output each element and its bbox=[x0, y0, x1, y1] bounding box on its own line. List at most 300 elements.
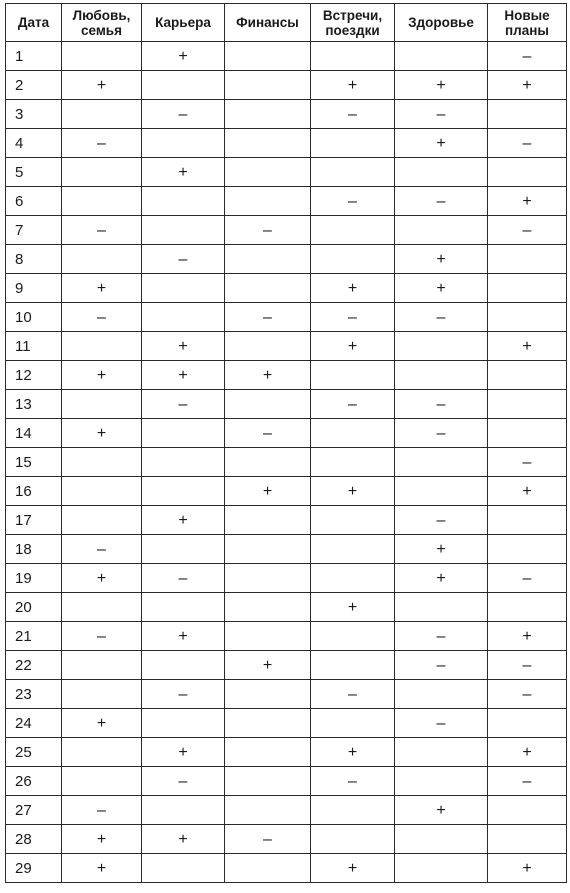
header-meetings-trips: Встречи, поездки bbox=[311, 4, 395, 42]
cell-career bbox=[142, 245, 225, 274]
cell-date: 7 bbox=[6, 216, 62, 245]
minus-mark: – bbox=[436, 308, 446, 326]
minus-mark: – bbox=[436, 424, 446, 442]
cell-love-family bbox=[62, 796, 142, 825]
minus-mark: – bbox=[348, 308, 357, 326]
cell-date: 27 bbox=[6, 796, 62, 825]
cell-finance bbox=[225, 535, 311, 564]
cell-finance bbox=[225, 506, 311, 535]
cell-new-plans bbox=[488, 419, 567, 448]
table-row bbox=[6, 303, 567, 332]
cell-date: 21 bbox=[6, 622, 62, 651]
plus-mark: + bbox=[347, 279, 358, 297]
cell-love-family bbox=[62, 129, 142, 158]
minus-mark: – bbox=[178, 685, 188, 703]
cell-love-family bbox=[62, 390, 142, 419]
cell-career bbox=[142, 100, 225, 129]
cell-date: 12 bbox=[6, 361, 62, 390]
plus-mark: + bbox=[347, 76, 358, 94]
cell-health bbox=[395, 100, 488, 129]
plus-mark: + bbox=[96, 424, 107, 442]
cell-date: 16 bbox=[6, 477, 62, 506]
cell-meetings-trips bbox=[311, 332, 395, 361]
cell-date: 26 bbox=[6, 767, 62, 796]
cell-meetings-trips bbox=[311, 651, 395, 680]
cell-new-plans bbox=[488, 274, 567, 303]
cell-career bbox=[142, 390, 225, 419]
cell-health bbox=[395, 303, 488, 332]
cell-meetings-trips bbox=[311, 477, 395, 506]
table-row bbox=[6, 187, 567, 216]
plus-mark: + bbox=[178, 47, 188, 65]
cell-meetings-trips bbox=[311, 303, 395, 332]
cell-meetings-trips bbox=[311, 390, 395, 419]
cell-finance bbox=[225, 332, 311, 361]
plus-mark: + bbox=[436, 801, 446, 819]
cell-finance bbox=[225, 158, 311, 187]
cell-meetings-trips bbox=[311, 709, 395, 738]
minus-mark: – bbox=[178, 772, 188, 790]
cell-finance bbox=[225, 709, 311, 738]
cell-date: 10 bbox=[6, 303, 62, 332]
cell-new-plans bbox=[488, 506, 567, 535]
plus-mark: + bbox=[436, 76, 446, 94]
cell-new-plans bbox=[488, 129, 567, 158]
minus-mark: – bbox=[348, 685, 357, 703]
cell-health bbox=[395, 767, 488, 796]
header-health: Здоровье bbox=[395, 4, 488, 42]
cell-love-family bbox=[62, 564, 142, 593]
cell-health bbox=[395, 42, 488, 71]
cell-career bbox=[142, 216, 225, 245]
cell-career bbox=[142, 738, 225, 767]
cell-date: 22 bbox=[6, 651, 62, 680]
cell-date: 19 bbox=[6, 564, 62, 593]
minus-mark: – bbox=[522, 656, 532, 674]
cell-finance bbox=[225, 651, 311, 680]
minus-mark: – bbox=[436, 656, 446, 674]
cell-health bbox=[395, 651, 488, 680]
cell-career bbox=[142, 767, 225, 796]
plus-mark: + bbox=[178, 366, 188, 384]
cell-date: 1 bbox=[6, 42, 62, 71]
cell-finance bbox=[225, 419, 311, 448]
cell-meetings-trips bbox=[311, 767, 395, 796]
plus-mark: + bbox=[436, 540, 446, 558]
cell-health bbox=[395, 506, 488, 535]
cell-date: 6 bbox=[6, 187, 62, 216]
cell-career bbox=[142, 448, 225, 477]
cell-date: 18 bbox=[6, 535, 62, 564]
plus-mark: + bbox=[522, 76, 532, 94]
cell-meetings-trips bbox=[311, 216, 395, 245]
cell-date: 23 bbox=[6, 680, 62, 709]
plus-mark: + bbox=[96, 830, 107, 848]
minus-mark: – bbox=[263, 308, 272, 326]
cell-career bbox=[142, 187, 225, 216]
header-love-family: Любовь, семья bbox=[62, 4, 142, 42]
cell-love-family bbox=[62, 622, 142, 651]
plus-mark: + bbox=[436, 134, 446, 152]
header-date: Дата bbox=[6, 4, 62, 42]
cell-date: 2 bbox=[6, 71, 62, 100]
cell-new-plans bbox=[488, 448, 567, 477]
cell-new-plans bbox=[488, 564, 567, 593]
cell-finance bbox=[225, 767, 311, 796]
cell-date: 29 bbox=[6, 854, 62, 883]
cell-health bbox=[395, 796, 488, 825]
cell-finance bbox=[225, 593, 311, 622]
cell-new-plans bbox=[488, 303, 567, 332]
minus-mark: – bbox=[97, 801, 106, 819]
cell-love-family bbox=[62, 535, 142, 564]
cell-finance bbox=[225, 622, 311, 651]
cell-love-family bbox=[62, 71, 142, 100]
cell-career bbox=[142, 622, 225, 651]
cell-love-family bbox=[62, 680, 142, 709]
cell-career bbox=[142, 274, 225, 303]
cell-date: 24 bbox=[6, 709, 62, 738]
cell-love-family bbox=[62, 448, 142, 477]
cell-love-family bbox=[62, 738, 142, 767]
minus-mark: – bbox=[97, 308, 106, 326]
plus-mark: + bbox=[262, 482, 273, 500]
table-row bbox=[6, 593, 567, 622]
minus-mark: – bbox=[436, 714, 446, 732]
cell-date: 25 bbox=[6, 738, 62, 767]
plus-mark: + bbox=[347, 598, 358, 616]
cell-date: 8 bbox=[6, 245, 62, 274]
cell-finance bbox=[225, 187, 311, 216]
plus-mark: + bbox=[96, 366, 107, 384]
table-row bbox=[6, 825, 567, 854]
table-row bbox=[6, 274, 567, 303]
cell-career bbox=[142, 796, 225, 825]
plus-mark: + bbox=[96, 569, 107, 587]
cell-love-family bbox=[62, 593, 142, 622]
cell-love-family bbox=[62, 419, 142, 448]
cell-health bbox=[395, 738, 488, 767]
cell-date: 11 bbox=[6, 332, 62, 361]
minus-mark: – bbox=[348, 105, 357, 123]
plus-mark: + bbox=[262, 656, 273, 674]
cell-career bbox=[142, 158, 225, 187]
cell-finance bbox=[225, 42, 311, 71]
plus-mark: + bbox=[347, 482, 358, 500]
cell-new-plans bbox=[488, 477, 567, 506]
cell-health bbox=[395, 245, 488, 274]
cell-health bbox=[395, 274, 488, 303]
cell-date: 14 bbox=[6, 419, 62, 448]
table-row bbox=[6, 796, 567, 825]
minus-mark: – bbox=[436, 511, 446, 529]
minus-mark: – bbox=[97, 627, 106, 645]
header-finance: Финансы bbox=[225, 4, 311, 42]
cell-meetings-trips bbox=[311, 854, 395, 883]
table-row bbox=[6, 245, 567, 274]
cell-career bbox=[142, 129, 225, 158]
minus-mark: – bbox=[263, 424, 272, 442]
table-row bbox=[6, 71, 567, 100]
cell-love-family bbox=[62, 245, 142, 274]
cell-meetings-trips bbox=[311, 129, 395, 158]
cell-health bbox=[395, 332, 488, 361]
cell-love-family bbox=[62, 709, 142, 738]
cell-career bbox=[142, 825, 225, 854]
cell-career bbox=[142, 680, 225, 709]
cell-health bbox=[395, 448, 488, 477]
cell-meetings-trips bbox=[311, 506, 395, 535]
table-row bbox=[6, 390, 567, 419]
minus-mark: – bbox=[348, 772, 357, 790]
plus-mark: + bbox=[522, 337, 532, 355]
cell-date: 13 bbox=[6, 390, 62, 419]
cell-date: 5 bbox=[6, 158, 62, 187]
plus-mark: + bbox=[347, 337, 358, 355]
cell-love-family bbox=[62, 42, 142, 71]
cell-new-plans bbox=[488, 42, 567, 71]
cell-meetings-trips bbox=[311, 796, 395, 825]
cell-career bbox=[142, 854, 225, 883]
minus-mark: – bbox=[522, 685, 532, 703]
plus-mark: + bbox=[96, 714, 107, 732]
cell-health bbox=[395, 129, 488, 158]
minus-mark: – bbox=[178, 105, 188, 123]
cell-new-plans bbox=[488, 738, 567, 767]
cell-health bbox=[395, 680, 488, 709]
cell-finance bbox=[225, 796, 311, 825]
cell-date: 20 bbox=[6, 593, 62, 622]
cell-meetings-trips bbox=[311, 738, 395, 767]
cell-new-plans bbox=[488, 245, 567, 274]
table-row bbox=[6, 158, 567, 187]
cell-finance bbox=[225, 564, 311, 593]
minus-mark: – bbox=[522, 134, 532, 152]
plus-mark: + bbox=[262, 366, 273, 384]
cell-new-plans bbox=[488, 535, 567, 564]
table-row bbox=[6, 100, 567, 129]
minus-mark: – bbox=[97, 134, 106, 152]
plus-mark: + bbox=[522, 192, 532, 210]
cell-meetings-trips bbox=[311, 187, 395, 216]
cell-new-plans bbox=[488, 158, 567, 187]
cell-new-plans bbox=[488, 680, 567, 709]
table-header-row bbox=[6, 4, 567, 42]
cell-health bbox=[395, 477, 488, 506]
cell-new-plans bbox=[488, 709, 567, 738]
cell-meetings-trips bbox=[311, 448, 395, 477]
cell-finance bbox=[225, 680, 311, 709]
table-row bbox=[6, 216, 567, 245]
cell-new-plans bbox=[488, 825, 567, 854]
cell-career bbox=[142, 651, 225, 680]
cell-meetings-trips bbox=[311, 535, 395, 564]
cell-new-plans bbox=[488, 100, 567, 129]
table-row bbox=[6, 622, 567, 651]
cell-finance bbox=[225, 245, 311, 274]
cell-finance bbox=[225, 448, 311, 477]
minus-mark: – bbox=[178, 569, 188, 587]
table-row bbox=[6, 477, 567, 506]
table-row bbox=[6, 419, 567, 448]
cell-career bbox=[142, 709, 225, 738]
cell-meetings-trips bbox=[311, 100, 395, 129]
minus-mark: – bbox=[97, 221, 106, 239]
plus-mark: + bbox=[178, 627, 188, 645]
plus-mark: + bbox=[436, 250, 446, 268]
cell-health bbox=[395, 390, 488, 419]
cell-career bbox=[142, 506, 225, 535]
cell-date: 3 bbox=[6, 100, 62, 129]
cell-career bbox=[142, 477, 225, 506]
cell-health bbox=[395, 854, 488, 883]
cell-meetings-trips bbox=[311, 71, 395, 100]
cell-date: 15 bbox=[6, 448, 62, 477]
cell-career bbox=[142, 303, 225, 332]
minus-mark: – bbox=[436, 627, 446, 645]
cell-love-family bbox=[62, 216, 142, 245]
cell-health bbox=[395, 709, 488, 738]
table-row bbox=[6, 448, 567, 477]
cell-date: 9 bbox=[6, 274, 62, 303]
cell-love-family bbox=[62, 187, 142, 216]
cell-finance bbox=[225, 361, 311, 390]
cell-health bbox=[395, 564, 488, 593]
cell-meetings-trips bbox=[311, 622, 395, 651]
plus-mark: + bbox=[347, 743, 358, 761]
cell-new-plans bbox=[488, 593, 567, 622]
plus-mark: + bbox=[178, 163, 188, 181]
plus-mark: + bbox=[522, 627, 532, 645]
minus-mark: – bbox=[522, 569, 532, 587]
table-row bbox=[6, 680, 567, 709]
cell-love-family bbox=[62, 332, 142, 361]
cell-meetings-trips bbox=[311, 680, 395, 709]
cell-love-family bbox=[62, 274, 142, 303]
cell-meetings-trips bbox=[311, 245, 395, 274]
cell-health bbox=[395, 535, 488, 564]
cell-finance bbox=[225, 100, 311, 129]
cell-health bbox=[395, 187, 488, 216]
cell-meetings-trips bbox=[311, 419, 395, 448]
cell-finance bbox=[225, 303, 311, 332]
cell-meetings-trips bbox=[311, 158, 395, 187]
plus-mark: + bbox=[347, 859, 358, 877]
cell-career bbox=[142, 71, 225, 100]
table-row bbox=[6, 506, 567, 535]
cell-meetings-trips bbox=[311, 825, 395, 854]
cell-health bbox=[395, 622, 488, 651]
header-new-plans: Новые планы bbox=[488, 4, 567, 42]
cell-new-plans bbox=[488, 187, 567, 216]
cell-finance bbox=[225, 129, 311, 158]
minus-mark: – bbox=[97, 540, 106, 558]
table-row bbox=[6, 564, 567, 593]
cell-finance bbox=[225, 477, 311, 506]
cell-date: 28 bbox=[6, 825, 62, 854]
plus-mark: + bbox=[522, 859, 532, 877]
cell-finance bbox=[225, 71, 311, 100]
cell-new-plans bbox=[488, 71, 567, 100]
minus-mark: – bbox=[522, 772, 532, 790]
table-body bbox=[6, 42, 567, 883]
minus-mark: – bbox=[178, 250, 188, 268]
cell-health bbox=[395, 825, 488, 854]
cell-love-family bbox=[62, 506, 142, 535]
minus-mark: – bbox=[436, 395, 446, 413]
cell-love-family bbox=[62, 767, 142, 796]
plus-mark: + bbox=[96, 859, 107, 877]
cell-new-plans bbox=[488, 854, 567, 883]
cell-date: 17 bbox=[6, 506, 62, 535]
cell-new-plans bbox=[488, 361, 567, 390]
cell-new-plans bbox=[488, 796, 567, 825]
table-row bbox=[6, 535, 567, 564]
cell-finance bbox=[225, 738, 311, 767]
cell-career bbox=[142, 593, 225, 622]
table-row bbox=[6, 332, 567, 361]
cell-career bbox=[142, 42, 225, 71]
table-row bbox=[6, 709, 567, 738]
plus-mark: + bbox=[522, 743, 532, 761]
minus-mark: – bbox=[436, 192, 446, 210]
cell-meetings-trips bbox=[311, 42, 395, 71]
cell-health bbox=[395, 419, 488, 448]
cell-meetings-trips bbox=[311, 564, 395, 593]
cell-love-family bbox=[62, 651, 142, 680]
cell-love-family bbox=[62, 158, 142, 187]
plus-mark: + bbox=[96, 279, 107, 297]
cell-love-family bbox=[62, 361, 142, 390]
plus-mark: + bbox=[436, 279, 446, 297]
cell-health bbox=[395, 593, 488, 622]
cell-love-family bbox=[62, 825, 142, 854]
plus-mark: + bbox=[178, 830, 188, 848]
cell-health bbox=[395, 216, 488, 245]
plus-mark: + bbox=[178, 743, 188, 761]
cell-new-plans bbox=[488, 390, 567, 419]
table-row bbox=[6, 738, 567, 767]
cell-meetings-trips bbox=[311, 593, 395, 622]
minus-mark: – bbox=[348, 395, 357, 413]
cell-finance bbox=[225, 216, 311, 245]
cell-health bbox=[395, 361, 488, 390]
minus-mark: – bbox=[522, 453, 532, 471]
cell-health bbox=[395, 71, 488, 100]
cell-meetings-trips bbox=[311, 274, 395, 303]
cell-love-family bbox=[62, 854, 142, 883]
cell-health bbox=[395, 158, 488, 187]
forecast-table bbox=[5, 3, 567, 883]
table-row bbox=[6, 651, 567, 680]
plus-mark: + bbox=[178, 337, 188, 355]
cell-love-family bbox=[62, 477, 142, 506]
minus-mark: – bbox=[263, 830, 272, 848]
cell-date: 4 bbox=[6, 129, 62, 158]
minus-mark: – bbox=[348, 192, 357, 210]
plus-mark: + bbox=[436, 569, 446, 587]
minus-mark: – bbox=[178, 395, 188, 413]
table-row bbox=[6, 361, 567, 390]
cell-new-plans bbox=[488, 767, 567, 796]
plus-mark: + bbox=[522, 482, 532, 500]
cell-finance bbox=[225, 274, 311, 303]
cell-finance bbox=[225, 825, 311, 854]
cell-career bbox=[142, 332, 225, 361]
header-career: Карьера bbox=[142, 4, 225, 42]
plus-mark: + bbox=[96, 76, 107, 94]
cell-meetings-trips bbox=[311, 361, 395, 390]
